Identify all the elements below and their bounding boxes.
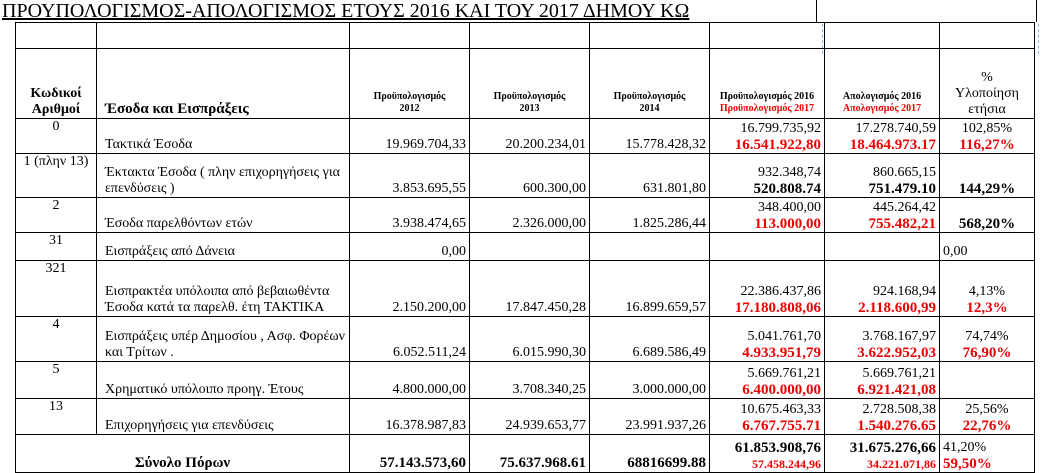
table-row: 5 Χρηματικό υπόλοιπο προηγ. Έτους 4.800.000,00 3.708.340,25 3.000.000,00 5.669.761,21 6.400.000,00 5.669.761,21 6.921.421,08 (16, 362, 1035, 399)
header-percent: % Υλοποίηση ετήσια (940, 49, 1035, 119)
table-row: 321 Εισπρακτέα υπόλοιπα από βεβαιωθέντα Έσοδα κατά τα παρελθ. έτη ΤΑΚΤΙΚΑ 2.150.200,00 17.847.450,28 16.899.659,57 22.386.437,86 17.180.808,06 924.168,94 2.118.600,99 4,13% 12,3% (16, 261, 1035, 317)
header-budget-2013: Προϋπολογισμός 2013 (470, 49, 590, 119)
header-code: Κωδικοί Αριθμοί (16, 49, 97, 119)
title-cell-border (1036, 0, 1037, 22)
header-budget-2016-2017: Προϋπολογισμός 2016 Προϋπολογισμός 2017 (710, 49, 825, 119)
table-row: 13 Επιχορηγήσεις για επενδύσεις 16.378.987,83 24.939.653,77 23.991.937,26 10.675.463,33 6.767.755.71 2.728.508,38 1.540.276.65 25,56% 22,76% (16, 399, 1035, 435)
table-row: 4 Εισπράξεις υπέρ Δημοσίου , Ασφ. Φορέων και Τρίτων . 6.052.511,24 6.015.990,30 6.689.586,49 5.041.761,70 4.933.951,79 3.768.167,97 3.622.952,03 74,74% 76,90% (16, 317, 1035, 362)
table-row: 1 (πλην 13) Έκτακτα Έσοδα ( πλην επιχορηγήσεις για επενδύσεις ) 3.853.695,55 600.300,00 631.801,80 932.348,74 520.808.74 860.665,15 751.479.10 144,29% (16, 154, 1035, 198)
page-title: ΠΡΟΥΠΟΛΟΓΙΣΜΟΣ-ΑΠΟΛΟΓΙΣΜΟΣ ΕΤΟΥΣ 2016 ΚΑΙ ΤΟΥ 2017 ΔΗΜΟΥ ΚΩ (2, 0, 690, 22)
title-cell-border (816, 0, 817, 22)
header-budget-2012: Προϋπολογισμός 2012 (350, 49, 470, 119)
budget-table (15, 22, 1035, 473)
table-row: 31 Εισπράξεις από Δάνεια 0,00 0,00 (16, 233, 1035, 261)
spacer-row (16, 23, 1035, 49)
table-row: 0 Τακτικά Έσοδα 19.969.704,33 20.200.234,01 15.778.428,32 16.799.735,92 16.541.922,80 17.278.740,59 18.464.973.17 102,85% 116,27% (16, 119, 1035, 154)
header-description: Έσοδα και Εισπράξεις (97, 49, 350, 119)
table-row: 2 Έσοδα παρελθόντων ετών 3.938.474,65 2.326.000,00 1.825.286,44 348.400,00 113.000,00 445.264,42 755.482,21 568,20% (16, 198, 1035, 233)
total-row: Σύνολο Πόρων 57.143.573,60 75.637.968.61 68816699.88 61.853.908,76 57.458.244,96 31.675.276,66 34.221.071,86 41,20% 59,50% (16, 435, 1035, 473)
header-actual-2016-2017: Απολογισμός 2016 Απολογισμός 2017 (825, 49, 940, 119)
header-row (16, 49, 1035, 119)
header-budget-2014: Προϋπολογισμός 2014 (590, 49, 710, 119)
